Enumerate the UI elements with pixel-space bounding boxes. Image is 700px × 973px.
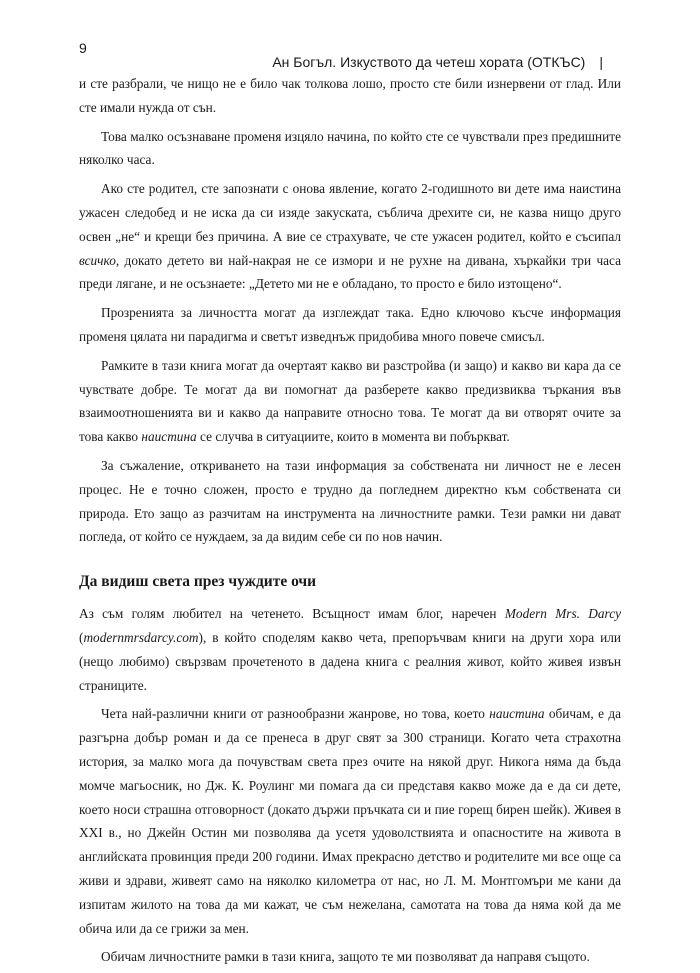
paragraph: За съжаление, откриването на тази информация за собствената ни личност не е лесен процес. Не е точно сложен, просто е трудно да погледнем директно към собствената си природа. Ето защо аз разчитам на инструмента на личностните рамки. Тези рамки ни дават погледа, от който се нуждаем, за да видим себе си по нов начин. <box>79 457 621 545</box>
emphasis: Modern Mrs. Darcy <box>504 606 622 622</box>
paragraph: Чета най-различни книги от разнообразни жанрове, но това, което наистина обичам, е да разгърна добър роман и да се пренеса в друг свят за 300 страници. Когато чета страхотна история, за малко мога да почувствам света през очите на някой друг. Никога няма да бъда момче магьосник, но Дж. К. Роулинг ми помага да си представя какво може да е да си дете, което носи страшна отговорност (докато държи пръчката си и пие горещ бирен шейк). Живея в XXI в., но Джейн Остин ми позволява да усетя удоволствията и опасностите на живота в английската провинция преди 200 години. Имах прекрасно детство и родителите ми все още са живи и здрави, живеят само на няколко километра от нас, но Л. М. Монтгомъри ме кани да изпитам жилото на това да ми кажат, че съм нежелана, самотата на това да няма кой да ме обича или да се грижи за мен. <box>79 706 621 936</box>
section-heading: Да видиш света през чуждите очи <box>79 573 317 591</box>
header-separator: | <box>599 54 603 70</box>
emphasis: наистина <box>141 429 197 445</box>
paragraph: и сте разбрали, че нищо не е било чак толкова лошо, просто сте били изнервени от глад. Или сте имали нужда от сън. <box>79 76 621 115</box>
paragraph: Аз съм голям любител на четенето. Всъщност имам блог, наречен Modern Mrs. Darcy (modernmrsdarcy.com), в който споделям какво чета, препоръчвам книги на други хора или (нещо любимо) свързвам прочетеното в дадена книга с реалния живот, който живея извън страниците. <box>79 606 622 693</box>
emphasis: всичко <box>79 252 116 268</box>
running-header <box>272 54 603 70</box>
body-text <box>79 72 621 973</box>
paragraph: Рамките в тази книга могат да очертаят какво ви разстройва (и защо) и какво ви кара да се чувствате добре. Те могат да ви помогнат да разберете какво предизвиква търкания във взаимоотношенията ви и какво да направите относно това. Те могат да ви отворят очите за това какво наистина се случва в ситуациите, които в момента ви побъркват. <box>79 357 621 445</box>
page-number: 9 <box>79 40 87 56</box>
paragraph: Това малко осъзнаване променя изцяло начина, по който сте се чувствали през предишните няколко часа. <box>79 128 621 168</box>
emphasis: modernmrsdarcy.com <box>83 629 199 645</box>
paragraph: Прозренията за личността могат да изглеждат така. Едно ключово късче информация променя цялата ни парадигма и светът изведнъж придобива много повече смисъл. <box>79 305 621 344</box>
paragraph: Ако сте родител, сте запознати с онова явление, когато 2-годишното ви дете има наистина ужасен следобед и не иска да си изяде закуската, съблича дрехите си, не казва нищо друго освен „не“ и крещи без причина. А вие се страхувате, че сте ужасен родител, който е съсипал всичко, докато детето ви най-накрая не се измори и не рухне на дивана, хъркайки три часа преди лягане, и не осъзнаете: „Детето ми не е обладано, то просто е било изтощено“. <box>79 181 621 292</box>
emphasis: наистина <box>489 706 545 722</box>
paragraph: Обичам личностните рамки в тази книга, защото те ми позволяват да направя същото. <box>101 949 590 965</box>
running-header-title: Ан Богъл. Изкуството да четеш хората (ОТКЪС) <box>272 54 586 70</box>
